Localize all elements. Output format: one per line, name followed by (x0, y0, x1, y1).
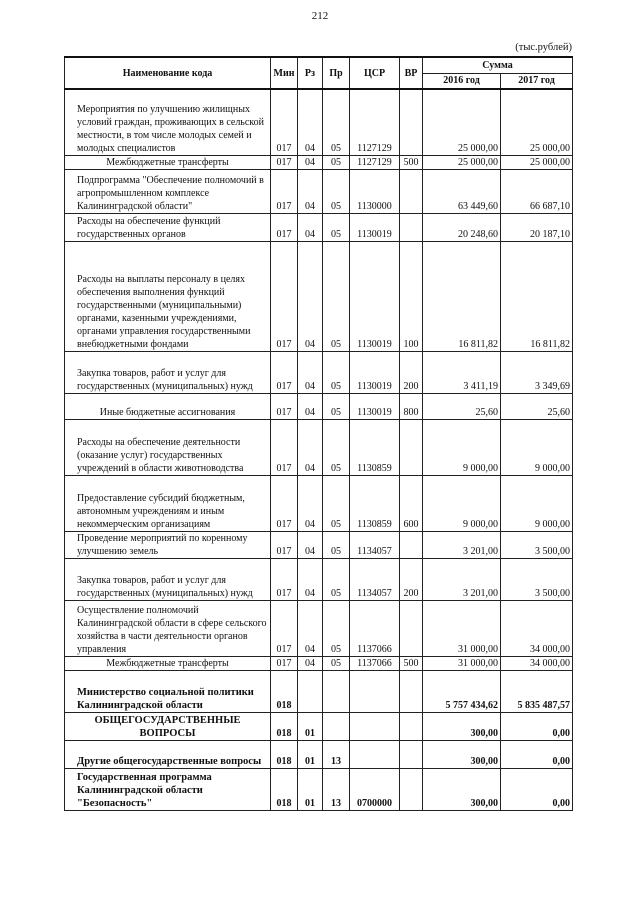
row-2016: 31 000,00 (423, 600, 501, 656)
header-2016: 2016 год (423, 73, 501, 89)
row-rz: 01 (298, 768, 323, 810)
row-min: 017 (271, 393, 298, 419)
row-rz: 04 (298, 531, 323, 558)
row-min: 017 (271, 213, 298, 241)
row-pr (323, 670, 350, 712)
row-2016: 9 000,00 (423, 419, 501, 475)
table-row (65, 670, 573, 712)
row-2017: 16 811,82 (501, 241, 573, 351)
row-csr: 1134057 (350, 558, 400, 600)
row-csr: 1134057 (350, 531, 400, 558)
table-row (65, 419, 573, 475)
row-vr: 600 (400, 475, 423, 531)
row-csr (350, 712, 400, 740)
row-rz: 04 (298, 169, 323, 213)
row-csr: 1127129 (350, 155, 400, 169)
row-pr: 05 (323, 155, 350, 169)
row-min: 017 (271, 600, 298, 656)
row-2017: 3 500,00 (501, 531, 573, 558)
row-name: Другие общегосударственные вопросы (65, 740, 271, 768)
row-2016: 25 000,00 (423, 89, 501, 155)
row-2017: 20 187,10 (501, 213, 573, 241)
row-pr: 05 (323, 213, 350, 241)
header-2017: 2017 год (501, 73, 573, 89)
row-2017: 0,00 (501, 740, 573, 768)
page-number: 212 (311, 10, 329, 22)
row-2017: 9 000,00 (501, 475, 573, 531)
row-pr (323, 712, 350, 740)
table-row (65, 740, 573, 768)
row-rz: 04 (298, 393, 323, 419)
row-rz: 04 (298, 213, 323, 241)
row-2017: 3 500,00 (501, 558, 573, 600)
row-pr: 05 (323, 241, 350, 351)
row-rz: 04 (298, 89, 323, 155)
row-min: 018 (271, 740, 298, 768)
row-min: 017 (271, 475, 298, 531)
row-2017: 25,60 (501, 393, 573, 419)
row-rz: 04 (298, 155, 323, 169)
row-min: 017 (271, 351, 298, 393)
row-pr: 05 (323, 558, 350, 600)
row-2016: 9 000,00 (423, 475, 501, 531)
row-min: 018 (271, 768, 298, 810)
row-pr: 05 (323, 351, 350, 393)
row-name: ОБЩЕГОСУДАРСТВЕННЫЕ ВОПРОСЫ (65, 712, 271, 740)
table-row (65, 393, 573, 419)
row-min: 017 (271, 241, 298, 351)
row-2016: 20 248,60 (423, 213, 501, 241)
row-vr (400, 670, 423, 712)
table-row (65, 351, 573, 393)
row-min: 017 (271, 558, 298, 600)
row-vr (400, 531, 423, 558)
row-vr (400, 740, 423, 768)
row-rz: 04 (298, 656, 323, 670)
row-name: Предоставление субсидий бюджетным, автономным учреждениям и иным некоммерческим организациям (65, 475, 271, 531)
row-2016: 16 811,82 (423, 241, 501, 351)
row-pr: 05 (323, 393, 350, 419)
row-2016: 63 449,60 (423, 169, 501, 213)
row-pr: 05 (323, 656, 350, 670)
units-label: (тыс.рублей) (515, 42, 572, 53)
table-row (65, 558, 573, 600)
row-2017: 5 835 487,57 (501, 670, 573, 712)
row-2016: 25,60 (423, 393, 501, 419)
row-pr: 05 (323, 419, 350, 475)
row-rz (298, 670, 323, 712)
row-csr: 1137066 (350, 600, 400, 656)
row-vr (400, 768, 423, 810)
row-rz: 04 (298, 558, 323, 600)
row-name: Межбюджетные трансферты (65, 155, 271, 169)
row-vr (400, 213, 423, 241)
row-vr (400, 600, 423, 656)
row-name: Иные бюджетные ассигнования (65, 393, 271, 419)
row-name: Расходы на обеспечение деятельности (оказание услуг) государственных учреждений в области животноводства (65, 419, 271, 475)
row-2016: 25 000,00 (423, 155, 501, 169)
row-name: Закупка товаров, работ и услуг для государственных (муниципальных) нужд (65, 558, 271, 600)
row-2017: 34 000,00 (501, 656, 573, 670)
row-2017: 66 687,10 (501, 169, 573, 213)
table-row (65, 241, 573, 351)
row-name: Мероприятия по улучшению жилищных условий граждан, проживающих в сельской местности, в том числе молодых семей и молодых специалистов (65, 89, 271, 155)
row-vr (400, 419, 423, 475)
row-2017: 0,00 (501, 712, 573, 740)
header-sum: Сумма (423, 57, 573, 73)
table-row (65, 475, 573, 531)
row-name: Подпрограмма "Обеспечение полномочий в агропромышленном комплексе Калининградской области" (65, 169, 271, 213)
row-2017: 34 000,00 (501, 600, 573, 656)
row-csr (350, 740, 400, 768)
row-pr: 05 (323, 169, 350, 213)
row-rz: 04 (298, 419, 323, 475)
row-2016: 300,00 (423, 768, 501, 810)
header-vr: ВР (400, 57, 423, 89)
row-vr: 800 (400, 393, 423, 419)
row-2016: 5 757 434,62 (423, 670, 501, 712)
table-row (65, 155, 573, 169)
row-2017: 25 000,00 (501, 89, 573, 155)
row-rz: 04 (298, 600, 323, 656)
row-name: Расходы на обеспечение функций государственных органов (65, 213, 271, 241)
table-row (65, 656, 573, 670)
row-vr (400, 712, 423, 740)
row-min: 017 (271, 155, 298, 169)
row-pr: 13 (323, 740, 350, 768)
row-2016: 3 201,00 (423, 558, 501, 600)
header-min: Мин (271, 57, 298, 89)
row-name: Осуществление полномочий Калининградской области в сфере сельского хозяйства в части деятельности органов управления (65, 600, 271, 656)
row-rz: 04 (298, 475, 323, 531)
row-2016: 3 201,00 (423, 531, 501, 558)
row-min: 017 (271, 169, 298, 213)
table-row (65, 768, 573, 810)
row-name: Государственная программа Калининградской области "Безопасность" (65, 768, 271, 810)
row-vr: 100 (400, 241, 423, 351)
header-csr: ЦСР (350, 57, 400, 89)
row-pr: 05 (323, 475, 350, 531)
row-vr (400, 169, 423, 213)
row-pr: 05 (323, 600, 350, 656)
row-min: 017 (271, 419, 298, 475)
row-name: Межбюджетные трансферты (65, 656, 271, 670)
row-csr: 1130019 (350, 241, 400, 351)
row-pr: 13 (323, 768, 350, 810)
row-pr: 05 (323, 531, 350, 558)
row-csr: 1127129 (350, 89, 400, 155)
row-csr: 1130019 (350, 213, 400, 241)
row-name: Министерство социальной политики Калининградской области (65, 670, 271, 712)
row-name: Закупка товаров, работ и услуг для государственных (муниципальных) нужд (65, 351, 271, 393)
row-csr (350, 670, 400, 712)
row-vr: 200 (400, 558, 423, 600)
row-2016: 3 411,19 (423, 351, 501, 393)
row-2017: 9 000,00 (501, 419, 573, 475)
row-vr: 200 (400, 351, 423, 393)
row-min: 018 (271, 712, 298, 740)
row-min: 017 (271, 656, 298, 670)
row-rz: 01 (298, 740, 323, 768)
table-row (65, 712, 573, 740)
row-csr: 1130019 (350, 393, 400, 419)
row-csr: 0700000 (350, 768, 400, 810)
row-2016: 300,00 (423, 740, 501, 768)
header-pr: Пр (323, 57, 350, 89)
row-csr: 1130859 (350, 419, 400, 475)
row-vr (400, 89, 423, 155)
row-vr: 500 (400, 155, 423, 169)
table-row (65, 169, 573, 213)
budget-table (64, 56, 573, 811)
table-row (65, 213, 573, 241)
row-vr: 500 (400, 656, 423, 670)
row-min: 018 (271, 670, 298, 712)
row-2016: 300,00 (423, 712, 501, 740)
table-row (65, 89, 573, 155)
row-2017: 0,00 (501, 768, 573, 810)
row-name: Расходы на выплаты персоналу в целях обеспечения выполнения функций государственными (муниципальными) органами, казенными учреждениями, органами управления государственными внебюджетными фондами (65, 241, 271, 351)
table-row (65, 600, 573, 656)
row-name: Проведение мероприятий по коренному улучшению земель (65, 531, 271, 558)
row-min: 017 (271, 89, 298, 155)
row-csr: 1130019 (350, 351, 400, 393)
row-rz: 04 (298, 241, 323, 351)
row-2017: 3 349,69 (501, 351, 573, 393)
row-rz: 04 (298, 351, 323, 393)
table-row (65, 531, 573, 558)
row-rz: 01 (298, 712, 323, 740)
header-name: Наименование кода (65, 57, 271, 89)
row-csr: 1137066 (350, 656, 400, 670)
header-rz: Рз (298, 57, 323, 89)
row-pr: 05 (323, 89, 350, 155)
row-2017: 25 000,00 (501, 155, 573, 169)
row-min: 017 (271, 531, 298, 558)
row-csr: 1130000 (350, 169, 400, 213)
row-csr: 1130859 (350, 475, 400, 531)
row-2016: 31 000,00 (423, 656, 501, 670)
